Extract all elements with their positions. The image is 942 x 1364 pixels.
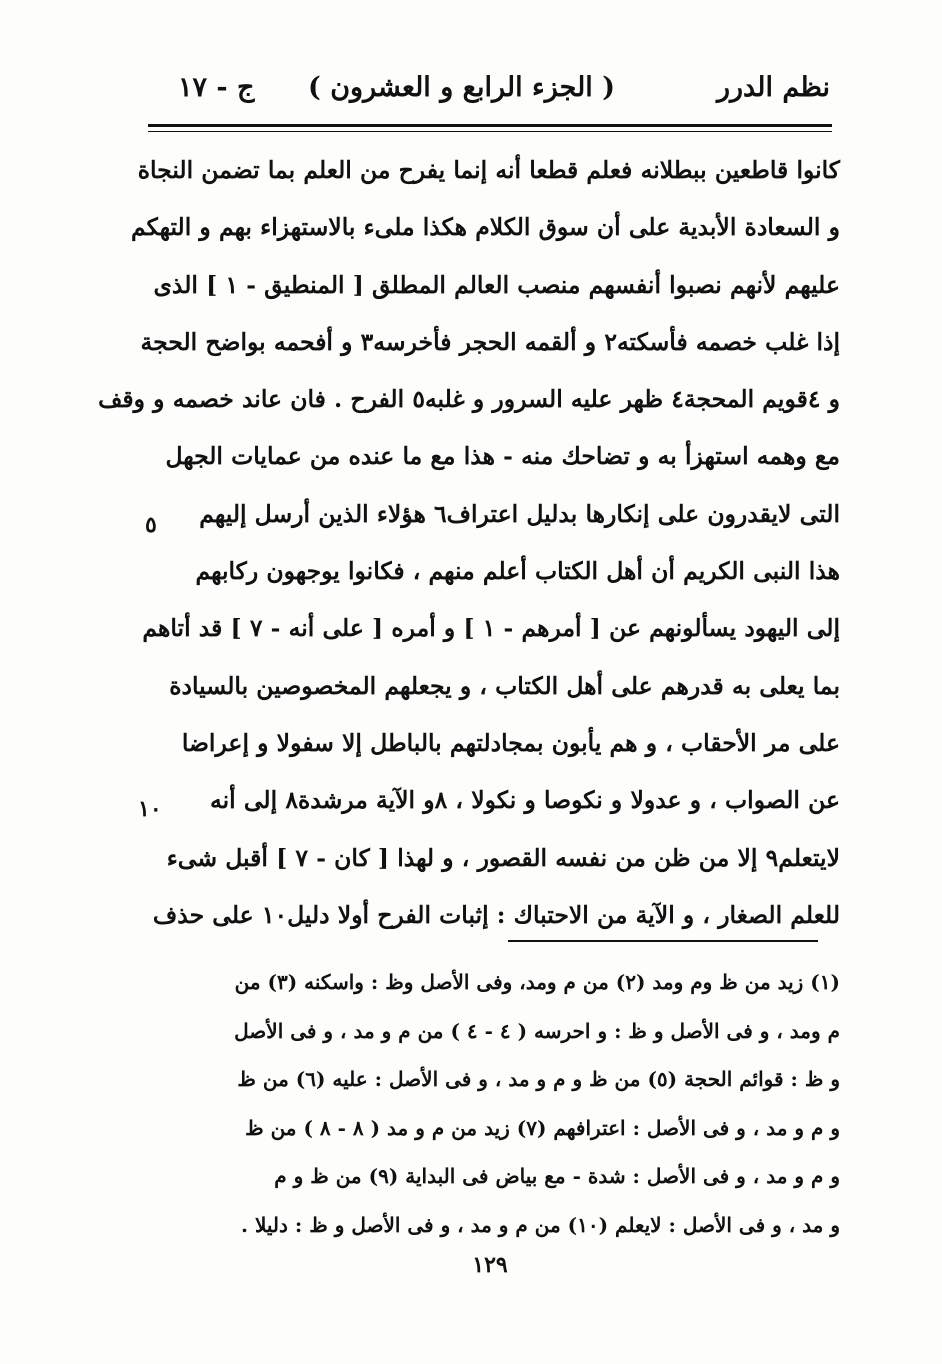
text-line: هذا النبى الكريم أن أهل الكتاب أعلم منهم ، فكانوا يوجهون ركابهم [195, 557, 840, 586]
book-title: نظم الدرر [716, 72, 830, 103]
footnote-line: (١) زيد من ظ وم ومد (٢) من م ومد، وفى الأصل وظ : واسكنه (٣) من [234, 970, 840, 994]
text-line: التى لايقدرون على إنكارها بدليل اعتراف٦ هؤلاء الذين أرسل إليهم [199, 499, 840, 528]
text-line: و السعادة الأبدية على أن سوق الكلام هكذا ملىء بالاستهزاء بهم و التهكم [131, 213, 840, 242]
header-rule-thick [148, 124, 832, 127]
text-line: لايتعلم٩ إلا من ظن من نفسه القصور ، و لهذا [ كان - ٧ ] أقبل شىء [166, 843, 840, 872]
footnote-separator [508, 940, 818, 942]
footnote-line: و مد ، و فى الأصل : لايعلم (١٠) من م و مد ، و فى الأصل و ظ : دليلا . [241, 1212, 840, 1237]
text-line: بما يعلى به قدرهم على أهل الكتاب ، و يجعلهم المخصوصين بالسيادة [169, 671, 840, 700]
main-text [98, 142, 840, 944]
footnotes [190, 958, 840, 1249]
text-line: عليهم لأنهم نصبوا أنفسهم منصب العالم المطلق [ المنطيق - ١ ] الذى [153, 270, 840, 299]
running-header [150, 72, 830, 116]
margin-line-number-10: ١٠ [138, 796, 162, 822]
text-line: و ٤قويم المحجة٤ ظهر عليه السرور و غلبه٥ الفرح . فان عاند خصمه و وقف [98, 385, 840, 414]
text-line: إذا غلب خصمه فأسكته٢ و ألقمه الحجر فأخرسه٣ و أفحمه بواضح الحجة [140, 327, 840, 356]
text-line: على مر الأحقاب ، و هم يأبون بمجادلتهم بالباطل إلا سفولا و إعراضا [181, 728, 840, 757]
text-line: مع وهمه استهزأ به و تضاحك منه - هذا مع ما عنده من عمايات الجهل [165, 442, 840, 471]
text-line: كانوا قاطعين ببطلانه فعلم قطعا أنه إنما يفرح من العلم بما تضمن النجاة [137, 156, 840, 184]
text-line: إلى اليهود يسألونهم عن [ أمرهم - ١ ] و أمره [ على أنه - ٧ ] قد أتاهم [142, 614, 840, 643]
page-number: ١٢٩ [472, 1252, 508, 1278]
part-title: ( الجزء الرابع و العشرون ) [308, 72, 615, 103]
footnote-line: و م و مد ، و فى الأصل : اعترافهم (٧) زيد من م و مد ( ٨ - ٨ ) من ظ [245, 1115, 840, 1140]
footnote-line: و م و مد ، و فى الأصل : شدة - مع بياض فى البداية (٩) من ظ و م [274, 1164, 840, 1188]
footnote-line: م ومد ، و فى الأصل و ظ : و احرسه ( ٤ - ٤ ) من م و مد ، و فى الأصل [234, 1018, 840, 1043]
text-line: للعلم الصغار ، و الآية من الاحتباك : إثبات الفرح أولا دليل١٠ على حذف [152, 900, 840, 929]
volume-label: ج - ١٧ [178, 72, 255, 103]
margin-line-number-5: ٥ [145, 512, 157, 538]
header-rule-thin [148, 131, 832, 132]
footnote-line: و ظ : قوائم الحجة (٥) من ظ و م و مد ، و فى الأصل : عليه (٦) من ظ [237, 1067, 840, 1091]
text-line: عن الصواب ، و عدولا و نكوصا و نكولا ، ٨و الآية مرشدة٨ إلى أنه [210, 786, 840, 815]
